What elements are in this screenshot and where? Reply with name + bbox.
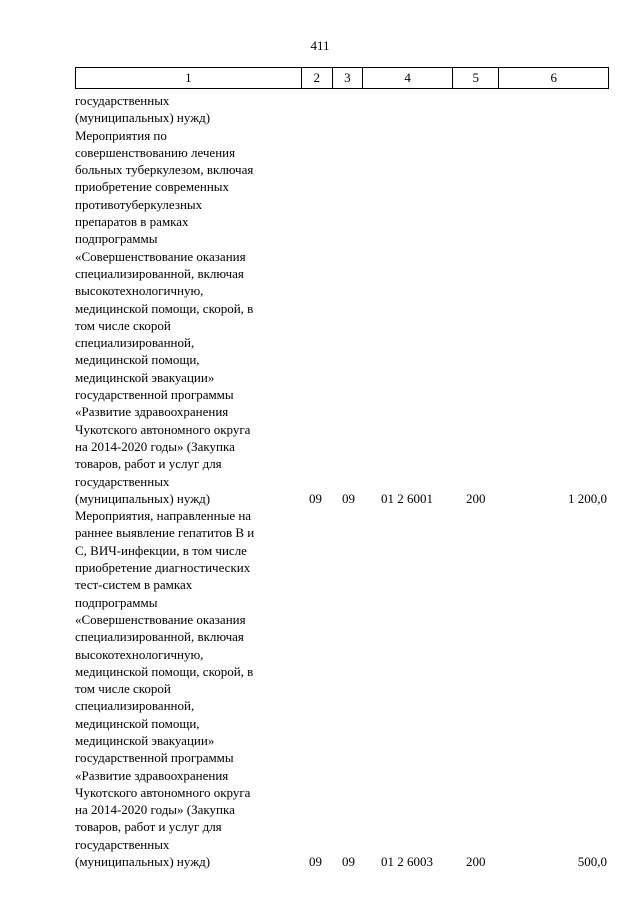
cell-target-article: 01 2 6001 [381, 491, 433, 507]
row-description: Мероприятия по совершенствованию лечения больных туберкулезом, включая приобретение современных противотуберкулезных препаратов в рамках подпрограммы «Совершенствование оказания специализированной, включая высокотехнологичную, медицинской помощи, скорой, в том числе скорой специализированной, медицинской помощи, медицинской эвакуации» государственной программы «Развитие здравоохранения Чукотского автономного округа на 2014-2020 годы» (Закупка товаров, работ и услуг для государственных (муниципальных) нужд) [75, 127, 254, 506]
cell-target-article: 01 2 6003 [381, 854, 433, 870]
row-description: Мероприятия, направленные на раннее выявление гепатитов В и С, ВИЧ-инфекции, в том числе приобретение диагностических тест-систем в рамках подпрограммы «Совершенствование оказания специализированной, включая высокотехнологичную, медицинской помощи, скорой, в том числе скорой специализированной, медицинской помощи, медицинской эвакуации» государственной программы «Развитие здравоохранения Чукотского автономного округа на 2014-2020 годы» (Закупка товаров, работ и услуг для государственных (муниципальных) нужд) [75, 508, 255, 870]
row-description: государственных (муниципальных) нужд) [75, 93, 211, 126]
table-row [75, 92, 615, 127]
column-header-1: 1 [76, 68, 302, 89]
cell-razdel: 09 [309, 491, 322, 507]
cell-razdel: 09 [309, 854, 322, 870]
column-header-4: 4 [363, 68, 453, 89]
page-number: 411 [310, 38, 330, 53]
table-row [75, 507, 615, 870]
column-header-5: 5 [452, 68, 498, 89]
cell-sum: 500,0 [577, 854, 607, 870]
cell-podrazdel: 09 [342, 854, 355, 870]
table-body [75, 92, 615, 870]
cell-sum: 1 200,0 [568, 491, 607, 507]
table-row [75, 127, 615, 508]
column-header-3: 3 [332, 68, 363, 89]
column-header-2: 2 [301, 68, 332, 89]
table-header [75, 67, 609, 89]
cell-expense-type: 200 [466, 491, 486, 507]
column-header-6: 6 [499, 68, 609, 89]
cell-expense-type: 200 [466, 854, 486, 870]
cell-podrazdel: 09 [342, 491, 355, 507]
